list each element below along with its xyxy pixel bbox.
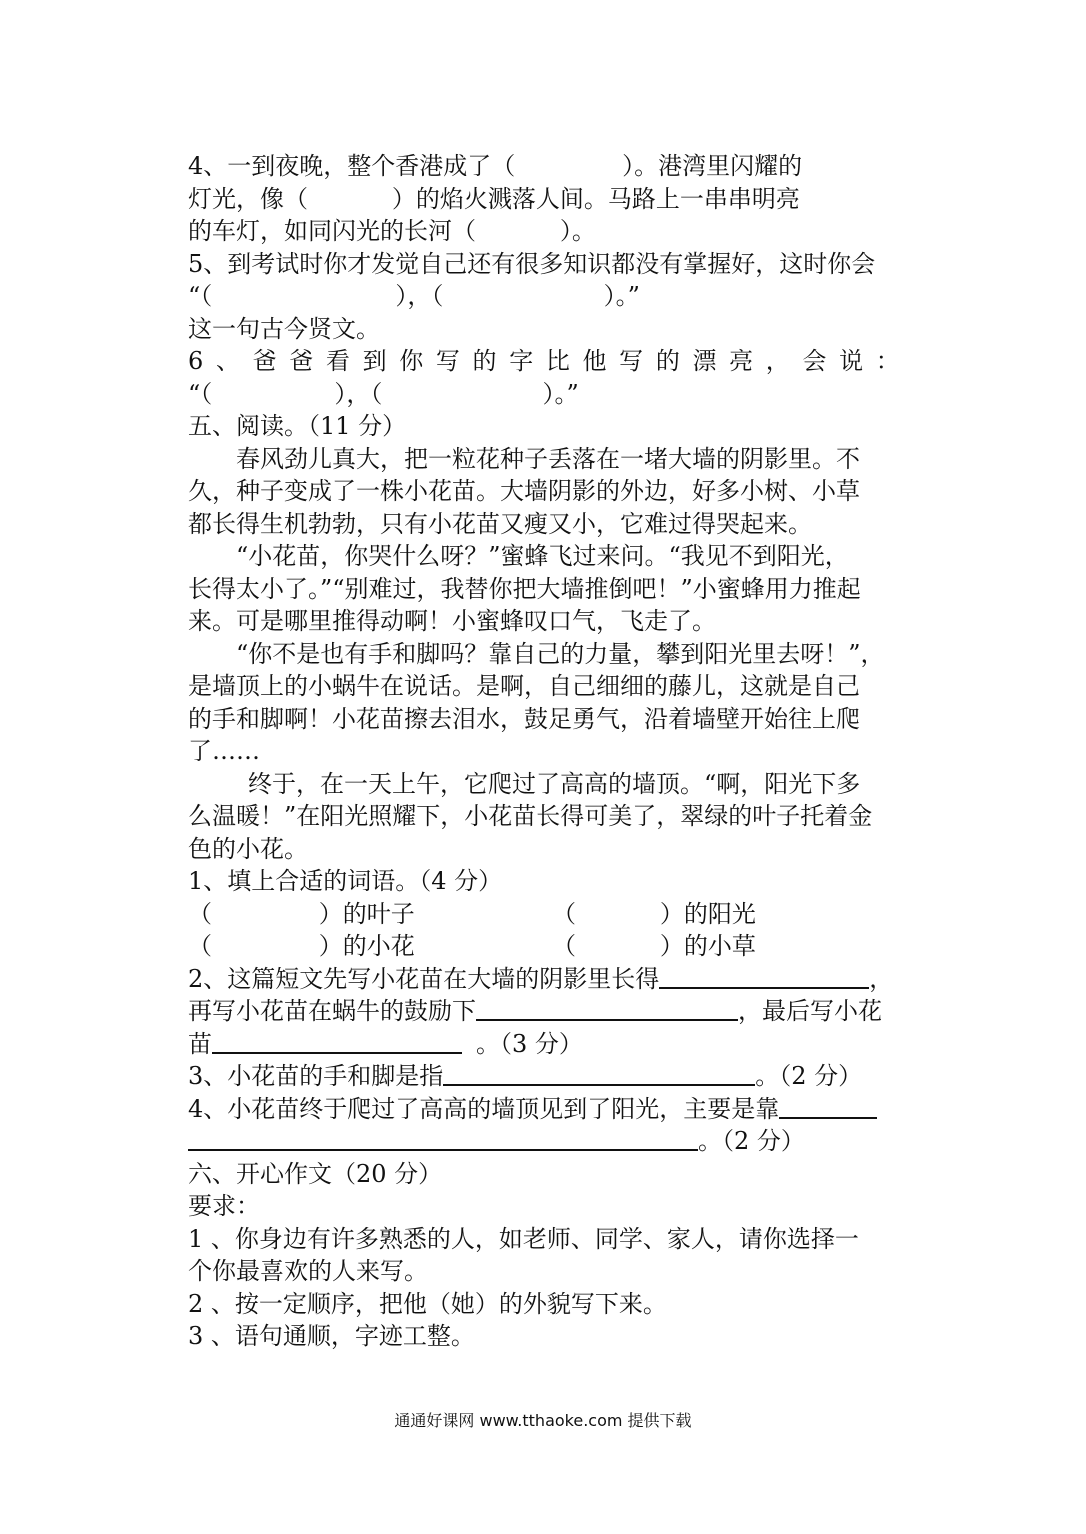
reading-p2-line: 来。可是哪里推得动啊！小蜜蜂叹口气，飞走了。 — [188, 607, 716, 635]
essay-requirement: 2 、按一定顺序，把他（她）的外貌写下来。 — [188, 1289, 667, 1318]
q6-char: 会 — [802, 347, 827, 375]
reading-heading: 五、阅读。（11 分） — [188, 412, 407, 440]
answer-blank[interactable] — [476, 997, 738, 1021]
q6-char: 、 — [215, 347, 240, 375]
q6-char: ， — [765, 347, 790, 375]
essay-heading: 六、开心作文（20 分） — [188, 1159, 443, 1188]
q5-line-1: 5、到考试时你才发觉自己还有很多知识都没有掌握好，这时你会 — [188, 249, 876, 278]
q6-char: 写 — [435, 347, 460, 375]
r4-text-end: 。（2 分） — [698, 1127, 805, 1155]
r1-row2-b: （ ）的小草 — [552, 932, 756, 960]
reading-p1-line: 久，种子变成了一株小花苗。大墙阴影的外边，好多小树、小草 — [188, 477, 860, 505]
r2-text-c: 苗 — [188, 1029, 212, 1058]
reading-p4-line: 么温暖！”在阳光照耀下，小花苗长得可美了，翠绿的叶子托着金 — [188, 802, 873, 830]
r2-text-a: 2、这篇短文先写小花苗在大墙的阴影里长得 — [188, 964, 660, 993]
r1-row-1 — [188, 898, 900, 931]
r1-row1-a: （ ）的叶子 — [188, 899, 415, 928]
q4-line-2: 灯光，像（ ）的焰火溅落人间。马路上一串串明亮 — [188, 184, 800, 213]
q6-char: 你 — [399, 347, 424, 375]
reading-p3-line: 了…… — [188, 737, 260, 765]
r2-text-a-end: ， — [869, 964, 894, 993]
q6-char: 的 — [655, 347, 680, 375]
r2-text-b: 再写小花苗在蜗牛的鼓励下 — [188, 997, 476, 1025]
r1-row-2 — [188, 930, 900, 963]
reading-p3-line: “你不是也有手和脚吗？靠自己的力量，攀到阳光里去呀！”， — [236, 639, 885, 668]
answer-blank[interactable] — [659, 965, 869, 989]
q6-char: 到 — [362, 347, 387, 375]
essay-requirement: 1 、你身边有许多熟悉的人，如老师、同学、家人，请你选择一 — [188, 1224, 859, 1253]
q6-char: 写 — [619, 347, 644, 375]
reading-p3-line: 的手和脚啊！小花苗擦去泪水，鼓足勇气，沿着墙壁开始往上爬 — [188, 704, 860, 733]
q6-char: 字 — [509, 347, 534, 375]
r4-text: 4、小花苗终于爬过了高高的墙顶见到了阳光，主要是靠 — [188, 1094, 780, 1123]
r2-text-b-end: ，最后写小花 — [738, 997, 882, 1025]
r4-line-1 — [188, 1093, 900, 1126]
q4-line-3: 的车灯，如同闪光的长河（ ）。 — [188, 217, 596, 245]
q5-line-3: 这一句古今贤文。 — [188, 314, 380, 343]
r2-line-2 — [188, 995, 900, 1028]
r1-title: 1、填上合适的词语。（4 分） — [188, 867, 503, 895]
r1-row2-a: （ ）的小花 — [188, 932, 415, 960]
r2-line-3 — [188, 1028, 900, 1061]
answer-blank[interactable] — [443, 1062, 755, 1086]
essay-requirement: 个你最喜欢的人来写。 — [188, 1257, 428, 1285]
q5-line-2: “（ ），（ ）。” — [188, 282, 640, 310]
r2-line-1 — [188, 963, 900, 996]
q6-char: 漂 — [692, 347, 717, 375]
answer-blank[interactable] — [779, 1095, 877, 1119]
q6-char: 比 — [545, 347, 570, 375]
r2-text-c-end: 。（3 分） — [476, 1029, 583, 1058]
q6-char: 说 — [839, 347, 864, 375]
q6-char: 的 — [472, 347, 497, 375]
q6-char: 6 — [188, 347, 204, 375]
r1-row1-b: （ ）的阳光 — [552, 899, 756, 928]
reading-p4-line: 色的小花。 — [188, 834, 308, 863]
essay-requirement: 3 、语句通顺，字迹工整。 — [188, 1322, 475, 1350]
q6-char: 爸 — [289, 347, 314, 375]
reading-p1-line: 都长得生机勃勃，只有小花苗又瘦又小，它难过得哭起来。 — [188, 509, 812, 538]
r4-line-2 — [188, 1125, 900, 1158]
q6-char: 亮 — [729, 347, 754, 375]
r3-text-end: 。（2 分） — [755, 1062, 863, 1090]
q6-line-2: “（ ），（ ）。” — [188, 379, 579, 408]
reading-p3-line: 是墙顶上的小蜗牛在说话。是啊，自己细细的藤儿，这就是自己 — [188, 672, 860, 700]
r3-text: 3、小花苗的手和脚是指 — [188, 1062, 444, 1090]
worksheet-page — [188, 150, 900, 1353]
essay-requirements-label: 要求： — [188, 1192, 260, 1220]
footer-credit: 通通好课网 www.tthaoke.com 提供下载 — [394, 1411, 692, 1430]
q6-line-1 — [188, 345, 900, 378]
r3-line — [188, 1060, 900, 1093]
q4-line-1: 4、一到夜晚，整个香港成了（ ）。港湾里闪耀的 — [188, 152, 803, 180]
answer-blank[interactable] — [212, 1030, 462, 1054]
reading-p4-line: 终于，在一天上午，它爬过了高高的墙顶。“啊，阳光下多 — [248, 769, 861, 798]
reading-p2-line: “小花苗，你哭什么呀？”蜜蜂飞过来问。“我见不到阳光， — [236, 542, 849, 570]
q6-char: ： — [875, 347, 900, 375]
q6-char: 爸 — [252, 347, 277, 375]
answer-blank[interactable] — [188, 1127, 698, 1151]
q6-char: 他 — [582, 347, 607, 375]
reading-p1-line: 春风劲儿真大，把一粒花种子丢落在一堵大墙的阴影里。不 — [236, 444, 860, 473]
q6-char: 看 — [325, 347, 350, 375]
reading-p2-line: 长得太小了。”“别难过，我替你把大墙推倒吧！”小蜜蜂用力推起 — [188, 574, 861, 603]
